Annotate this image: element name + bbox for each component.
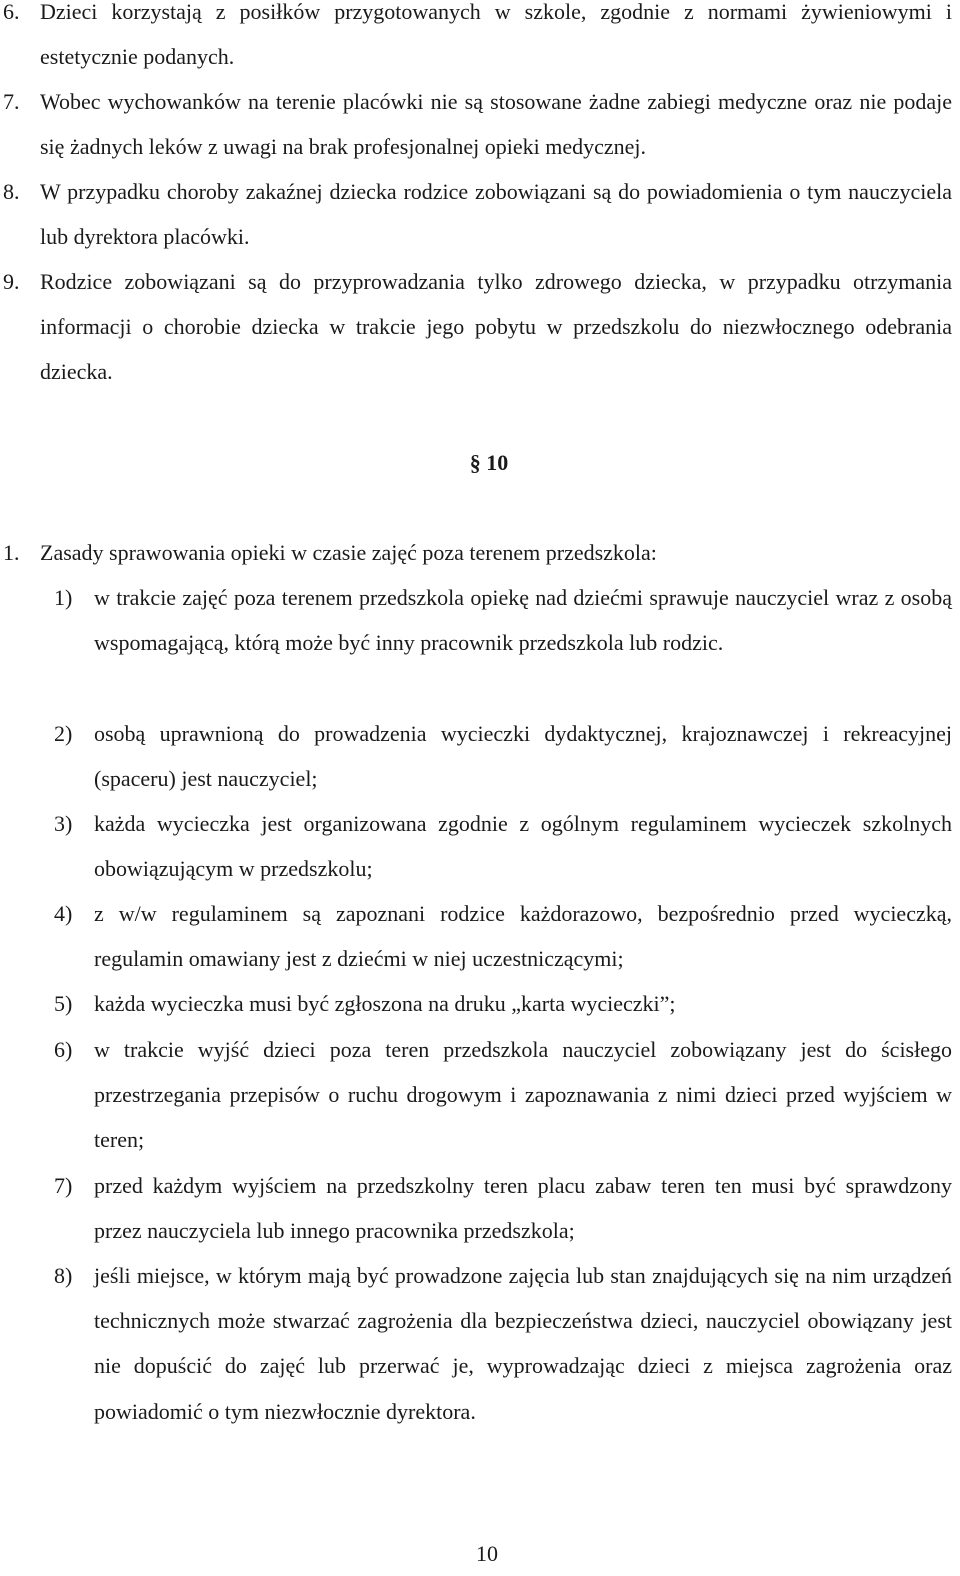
list-item-6 (0, 0, 952, 79)
list-item-8 (0, 169, 952, 259)
list-item-text: Rodzice zobowiązani są do przyprowadzania tylko zdrowego dziecka, w przypadku otrzymania informacji o chorobie dziecka w trakcie jego pobytu w przedszkolu do niezwłocznego odebrania dziecka. (40, 269, 952, 385)
subitem-number: 2) (54, 721, 73, 746)
subitem-3 (0, 801, 952, 891)
subitem-number: 1) (54, 585, 73, 610)
subitem-text: z w/w regulaminem są zapoznani rodzice każdorazowo, bezpośrednio przed wycieczką, regulamin omawiany jest z dziećmi w niej uczestniczącymi; (94, 901, 952, 972)
subitem-4 (0, 891, 952, 981)
subitem-text: w trakcie wyjść dzieci poza teren przedszkola nauczyciel zobowiązany jest do ścisłego przestrzegania przepisów o ruchu drogowym i zapoznawania z nimi dzieci przed wyjściem w teren; (94, 1037, 952, 1153)
list-item-7 (0, 79, 952, 169)
subitem-number: 7) (54, 1173, 73, 1198)
list-item-text: W przypadku choroby zakaźnej dziecka rodzice zobowiązani są do powiadomienia o tym nauczyciela lub dyrektora placówki. (40, 179, 952, 250)
subitem-1 (0, 575, 952, 665)
page-number: 10 (476, 1541, 498, 1566)
subitem-number: 4) (54, 901, 73, 926)
subitem-number: 3) (54, 811, 73, 836)
subitem-text: każda wycieczka musi być zgłoszona na druku „karta wycieczki”; (94, 991, 676, 1016)
subitem-number: 6) (54, 1037, 73, 1062)
section-heading: § 10 (469, 450, 509, 475)
subitem-text: osobą uprawnioną do prowadzenia wycieczki dydaktycznej, krajoznawczej i rekreacyjnej (spaceru) jest nauczyciel; (94, 721, 952, 792)
list-item-text: Wobec wychowanków na terenie placówki nie są stosowane żadne zabiegi medyczne oraz nie podaje się żadnych leków z uwagi na brak profesjonalnej opieki medycznej. (40, 89, 952, 160)
list-item-number: 9. (3, 269, 20, 294)
section-item-1 (0, 530, 952, 575)
list-item-text: Dzieci korzystają z posiłków przygotowanych w szkole, zgodnie z normami żywieniowymi i estetycznie podanych. (40, 0, 952, 70)
list-item-9 (0, 259, 952, 395)
subitem-7 (0, 1163, 952, 1253)
subitem-6 (0, 1027, 952, 1163)
list-item-number: 1. (3, 540, 20, 565)
subitem-text: jeśli miejsce, w którym mają być prowadzone zajęcia lub stan znajdujących się na nim urządzeń technicznych może stwarzać zagrożenia dla bezpieczeństwa dzieci, nauczyciel obowiązany jest nie dopuścić do zajęć lub przerwać je, wyprowadzając dzieci z miejsca zagrożenia oraz powiadomić o tym niezwłocznie dyrektora. (94, 1263, 952, 1424)
subitem-8 (0, 1253, 952, 1434)
subitem-number: 5) (54, 991, 73, 1016)
list-item-text: Zasady sprawowania opieki w czasie zajęć poza terenem przedszkola: (40, 540, 657, 565)
list-item-number: 7. (3, 89, 20, 114)
list-item-number: 6. (3, 0, 20, 24)
subitem-2 (0, 711, 952, 801)
subitem-text: każda wycieczka jest organizowana zgodnie z ogólnym regulaminem wycieczek szkolnych obowiązującym w przedszkolu; (94, 811, 952, 882)
subitem-number: 8) (54, 1263, 73, 1288)
subitem-text: w trakcie zajęć poza terenem przedszkola opiekę nad dziećmi sprawuje nauczyciel wraz z osobą wspomagającą, którą może być inny pracownik przedszkola lub rodzic. (94, 585, 952, 656)
subitem-5 (0, 981, 952, 1026)
list-item-number: 8. (3, 179, 20, 204)
subitem-text: przed każdym wyjściem na przedszkolny teren placu zabaw teren ten musi być sprawdzony przez nauczyciela lub innego pracownika przedszkola; (94, 1173, 952, 1244)
